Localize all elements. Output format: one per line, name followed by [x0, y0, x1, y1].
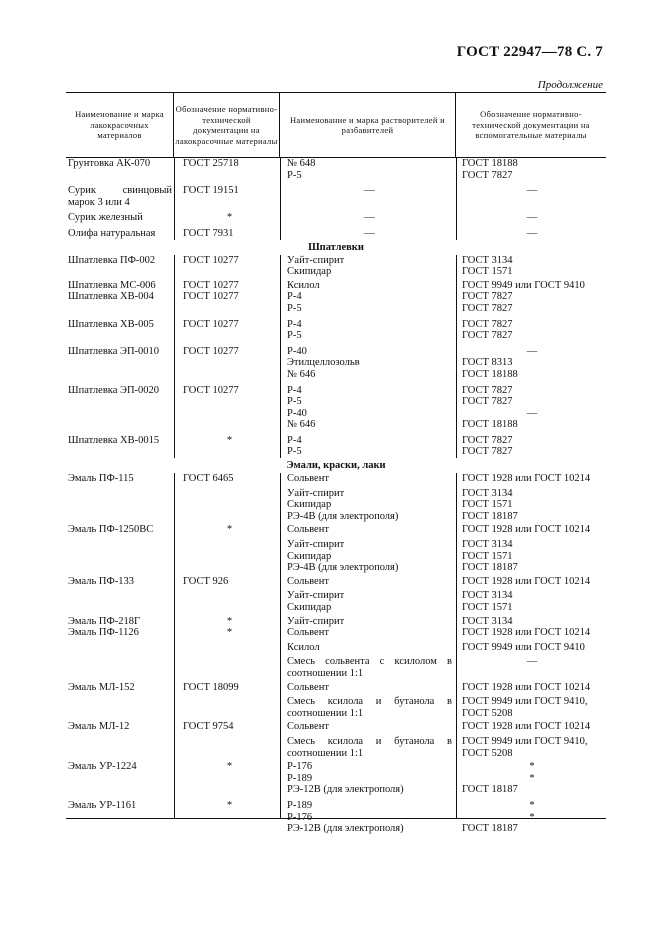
material-name	[66, 396, 174, 408]
material-name	[66, 419, 174, 431]
solvent-doc: *	[529, 799, 535, 811]
material-name: Эмаль МЛ-152	[68, 681, 135, 693]
solvent-name: Р-40	[287, 345, 307, 357]
material-doc	[174, 408, 280, 420]
material-name	[66, 773, 174, 785]
material-name: Эмаль ПФ-115	[68, 473, 134, 485]
material-doc: *	[226, 434, 233, 446]
solvent-name: Р-5	[287, 169, 302, 181]
material-doc: *	[226, 627, 233, 639]
table-row	[66, 682, 606, 694]
material-name	[66, 812, 174, 824]
solvent-name: Сольвент	[287, 473, 329, 485]
solvent-doc: ГОСТ 9949 или ГОСТ 9410	[462, 641, 585, 653]
material-name	[66, 408, 174, 420]
solvent-doc: ГОСТ 1571	[462, 266, 513, 278]
material-doc: *	[226, 761, 233, 773]
solvent-doc: —	[526, 407, 538, 419]
solvent-name: РЭ-4В (для электрополя)	[287, 562, 399, 574]
material-doc	[174, 511, 280, 523]
material-name	[66, 736, 174, 759]
material-doc	[174, 446, 280, 458]
material-doc: ГОСТ 7931	[183, 227, 234, 239]
material-name	[66, 446, 174, 458]
solvent-name: Скипидар	[287, 266, 332, 278]
material-name	[66, 303, 174, 315]
solvent-doc: ГОСТ 9949 или ГОСТ 9410	[462, 279, 585, 291]
solvent-doc: ГОСТ 3134	[462, 487, 513, 499]
material-doc	[174, 656, 280, 679]
material-doc: *	[226, 212, 233, 224]
material-name	[66, 562, 174, 574]
table-row	[66, 656, 606, 679]
solvent-doc: ГОСТ 7827	[462, 396, 513, 408]
column-header-material-doc: Обозначение нормативно-технической документации на лакокрасочные материалы	[174, 93, 280, 157]
material-doc	[174, 590, 280, 602]
material-doc	[174, 602, 280, 614]
material-name	[66, 488, 174, 500]
material-doc: ГОСТ 25718	[183, 158, 239, 169]
solvent-name: Р-5	[287, 302, 302, 314]
table-row	[66, 291, 606, 303]
solvent-name: № 646	[287, 419, 316, 431]
material-name: Эмаль ПФ-218Г	[68, 615, 141, 627]
material-name: Шпатлевка ХВ-005	[68, 318, 154, 330]
solvent-doc: —	[526, 227, 538, 239]
solvent-name: Р-189	[287, 772, 313, 784]
solvent-name: РЭ-4В (для электрополя)	[287, 510, 399, 522]
solvent-doc: ГОСТ 7827	[462, 302, 513, 314]
section-title-text: Эмали, краски, лаки	[286, 460, 386, 472]
material-doc	[174, 562, 280, 574]
solvent-name: Р-176	[287, 761, 313, 773]
solvent-doc: ГОСТ 3134	[462, 539, 513, 551]
table-row	[66, 212, 606, 224]
table-row	[66, 642, 606, 654]
page-title: ГОСТ 22947—78 С. 7	[456, 44, 603, 60]
table-row	[66, 721, 606, 733]
table-row	[66, 696, 606, 719]
solvent-name: Скипидар	[287, 550, 332, 562]
material-doc	[174, 488, 280, 500]
solvent-doc: ГОСТ 3134	[462, 254, 513, 266]
solvent-doc: ГОСТ 1928 или ГОСТ 10214	[462, 721, 591, 733]
material-doc	[174, 736, 280, 759]
material-name	[66, 357, 174, 369]
solvent-doc: ГОСТ 1571	[462, 499, 513, 511]
solvent-name: Уайт-спирит	[287, 590, 345, 602]
material-doc	[174, 642, 280, 654]
solvent-doc: ГОСТ 1928 или ГОСТ 10214	[462, 681, 591, 693]
solvent-name: —	[364, 227, 375, 239]
solvent-name: Уайт-спирит	[287, 615, 345, 627]
table-row	[66, 499, 606, 511]
solvent-doc: ГОСТ 7827	[462, 330, 513, 342]
solvent-doc: ГОСТ 1928 или ГОСТ 10214	[462, 473, 591, 485]
material-doc: ГОСТ 10277	[183, 279, 239, 291]
material-doc: ГОСТ 18099	[183, 681, 239, 693]
material-doc	[174, 696, 280, 719]
solvent-doc: ГОСТ 9949 или ГОСТ 9410, ГОСТ 5208	[462, 696, 588, 719]
material-doc: ГОСТ 19151	[183, 185, 239, 197]
material-doc: ГОСТ 6465	[183, 473, 234, 485]
table-row	[66, 773, 606, 785]
solvent-name: Р-5	[287, 396, 302, 408]
solvent-doc: —	[526, 185, 538, 197]
material-name	[66, 499, 174, 511]
section-title-text: Шпатлевки	[308, 241, 364, 253]
solvent-name: РЭ-12В (для электрополя)	[287, 784, 404, 796]
material-doc: ГОСТ 9754	[183, 721, 234, 733]
material-name: Сурик железный	[68, 212, 143, 224]
solvent-name: Сольвент	[287, 524, 329, 536]
table-row	[66, 784, 606, 796]
table-header	[66, 92, 606, 158]
solvent-doc: ГОСТ 1928 или ГОСТ 10214	[462, 627, 591, 639]
material-doc: *	[226, 615, 233, 627]
material-name	[66, 642, 174, 654]
solvent-doc: ГОСТ 3134	[462, 615, 513, 627]
solvent-name: Уайт-спирит	[287, 487, 345, 499]
table-row	[66, 488, 606, 500]
column-header-solvent-doc: Обозначение нормативно-технической документации на вспомогательные материалы	[472, 109, 590, 141]
material-name	[66, 823, 174, 835]
material-doc: ГОСТ 10277	[183, 384, 239, 396]
solvent-doc: —	[526, 212, 538, 224]
solvent-name: Ксилол	[287, 279, 320, 291]
table-row	[66, 616, 606, 628]
solvent-doc: ГОСТ 18188	[462, 419, 518, 431]
material-doc	[174, 499, 280, 511]
solvent-doc: ГОСТ 1928 или ГОСТ 10214	[462, 575, 591, 587]
material-name: Шпатлевка ЭП-0010	[68, 345, 160, 357]
solvent-doc: ГОСТ 18187	[462, 562, 518, 574]
solvent-name: Р-5	[287, 446, 302, 458]
solvent-doc: ГОСТ 18187	[462, 823, 518, 835]
solvent-doc: ГОСТ 7827	[462, 384, 513, 396]
material-doc: ГОСТ 10277	[183, 318, 239, 330]
material-doc	[174, 303, 280, 315]
table-row	[66, 736, 606, 759]
material-doc	[174, 784, 280, 796]
material-doc: ГОСТ 10277	[183, 254, 239, 266]
material-name	[66, 656, 174, 679]
material-doc	[174, 419, 280, 431]
material-name	[66, 590, 174, 602]
material-name: Эмаль ПФ-133	[68, 575, 135, 587]
column-header-solvent: Наименование и марка растворителей и разбавителей	[280, 93, 456, 157]
solvent-doc: ГОСТ 7827	[462, 446, 513, 458]
column-header-material: Наименование и марка лакокрасочных материалов	[66, 93, 174, 157]
solvent-name: Р-4	[287, 384, 302, 396]
solvent-name: —	[364, 185, 375, 197]
material-doc	[174, 396, 280, 408]
table-row	[66, 408, 606, 420]
solvent-doc: ГОСТ 18188	[462, 158, 518, 169]
solvent-name: Уайт-спирит	[287, 254, 345, 266]
material-doc: ГОСТ 10277	[183, 345, 239, 357]
solvent-doc: *	[529, 772, 535, 784]
material-name: Шпатлевка ХВ-0015	[68, 434, 160, 446]
table-row	[66, 627, 606, 639]
solvent-name: Скипидар	[287, 499, 332, 511]
solvent-doc: ГОСТ 1571	[462, 550, 513, 562]
solvent-name: Сольвент	[287, 721, 329, 733]
section-title	[66, 458, 606, 473]
material-name	[66, 369, 174, 381]
column-divider	[174, 158, 175, 818]
table-row	[66, 823, 606, 835]
table-row	[66, 158, 606, 170]
material-name: Шпатлевка ХВ-004	[68, 291, 154, 303]
table-row	[66, 812, 606, 824]
solvent-name: Р-4	[287, 318, 302, 330]
solvent-doc: ГОСТ 18187	[462, 784, 518, 796]
solvent-name: Смесь сольвента с ксилолом в соотношении 1:1	[287, 656, 452, 679]
table-row	[66, 602, 606, 614]
material-name: Сурик свинцовый марок 3 или 4	[68, 185, 172, 208]
solvent-doc: ГОСТ 7827	[462, 291, 513, 303]
table-row	[66, 761, 606, 773]
solvent-name: Р-176	[287, 811, 313, 823]
material-name: Шпатлевка ПФ-002	[68, 254, 156, 266]
material-doc	[174, 539, 280, 551]
solvent-name: Смесь ксилола и бутанола в соотношении 1:1	[287, 735, 452, 759]
table-row	[66, 357, 606, 369]
solvent-name: Р-5	[287, 330, 302, 342]
material-name: Шпатлевка ЭП-0020	[68, 384, 160, 396]
material-doc: ГОСТ 10277	[183, 291, 239, 303]
table-row	[66, 266, 606, 278]
solvent-name: Сольвент	[287, 681, 329, 693]
solvent-doc: ГОСТ 1928 или ГОСТ 10214	[462, 524, 591, 536]
solvent-name: Р-4	[287, 434, 302, 446]
table-body	[66, 158, 606, 835]
solvent-name: Р-40	[287, 407, 307, 419]
material-name	[66, 784, 174, 796]
solvent-doc: ГОСТ 7827	[462, 434, 513, 446]
solvent-doc: *	[529, 811, 535, 823]
material-name	[66, 266, 174, 278]
table-row	[66, 435, 606, 447]
solvent-name: Р-189	[287, 799, 313, 811]
solvent-doc: —	[526, 656, 538, 668]
material-name	[66, 551, 174, 563]
column-divider	[280, 158, 281, 818]
solvent-doc: ГОСТ 8313	[462, 357, 513, 369]
materials-table	[66, 92, 606, 835]
table-row	[66, 396, 606, 408]
material-doc	[174, 266, 280, 278]
table-row	[66, 346, 606, 358]
table-row	[66, 170, 606, 182]
material-name	[66, 511, 174, 523]
material-name	[66, 330, 174, 342]
table-row	[66, 473, 606, 485]
material-doc	[174, 357, 280, 369]
section-title	[66, 240, 606, 255]
material-name: Эмаль ПФ-1250ВС	[68, 524, 154, 536]
solvent-doc: ГОСТ 7827	[462, 318, 513, 330]
solvent-doc: ГОСТ 9949 или ГОСТ 9410, ГОСТ 5208	[462, 735, 588, 759]
material-doc	[174, 551, 280, 563]
table-row	[66, 185, 606, 208]
table-row	[66, 303, 606, 315]
material-name	[66, 539, 174, 551]
table-row	[66, 228, 606, 240]
material-doc: ГОСТ 926	[183, 575, 229, 587]
table-row	[66, 280, 606, 292]
table-row	[66, 590, 606, 602]
table-row	[66, 524, 606, 536]
solvent-name: РЭ-12В (для электрополя)	[287, 823, 404, 835]
material-name	[66, 170, 174, 182]
material-doc	[174, 170, 280, 182]
table-row	[66, 511, 606, 523]
material-name: Олифа натуральная	[68, 227, 156, 239]
solvent-name: № 648	[287, 158, 316, 169]
material-name: Шпатлевка МС-006	[68, 279, 156, 291]
material-doc	[174, 369, 280, 381]
table-row	[66, 255, 606, 267]
solvent-doc: *	[529, 761, 535, 773]
material-name: Эмаль УР-1224	[68, 761, 137, 773]
solvent-doc: ГОСТ 3134	[462, 590, 513, 602]
solvent-name: № 646	[287, 368, 316, 380]
solvent-doc: ГОСТ 1571	[462, 602, 513, 613]
table-row	[66, 446, 606, 458]
material-doc: *	[226, 524, 233, 536]
material-name: Эмаль УР-1161	[68, 799, 137, 811]
material-doc	[174, 773, 280, 785]
material-name	[66, 696, 174, 719]
table-row	[66, 800, 606, 812]
table-row	[66, 369, 606, 381]
solvent-doc: ГОСТ 18187	[462, 510, 518, 522]
solvent-name: Сольвент	[287, 575, 329, 587]
table-row	[66, 419, 606, 431]
table-row	[66, 385, 606, 397]
solvent-doc: ГОСТ 18188	[462, 368, 518, 380]
solvent-name: Р-4	[287, 291, 302, 303]
column-divider	[456, 158, 457, 818]
solvent-name: —	[364, 212, 375, 224]
solvent-doc: —	[526, 345, 538, 357]
table-row	[66, 330, 606, 342]
table-row	[66, 551, 606, 563]
solvent-name: Этилцеллозольв	[287, 357, 360, 369]
continuation-label: Продолжение	[537, 79, 603, 91]
solvent-doc: ГОСТ 7827	[462, 169, 513, 181]
material-doc	[174, 330, 280, 342]
table-row	[66, 576, 606, 588]
table-row	[66, 319, 606, 331]
table-row	[66, 562, 606, 574]
material-name: Эмаль ПФ-1126	[68, 627, 139, 639]
material-doc	[174, 812, 280, 824]
solvent-name: Уайт-спирит	[287, 539, 345, 551]
solvent-name: Скипидар	[287, 602, 332, 613]
material-name	[66, 602, 174, 614]
material-name: Грунтовка АК-070	[68, 158, 151, 169]
material-doc: *	[226, 799, 233, 811]
material-doc	[174, 823, 280, 835]
table-row	[66, 539, 606, 551]
material-name: Эмаль МЛ-12	[68, 721, 130, 733]
solvent-name: Смесь ксилола и бутанола в соотношении 1:1	[287, 696, 452, 719]
solvent-name: Ксилол	[287, 641, 320, 653]
solvent-name: Сольвент	[287, 627, 329, 639]
